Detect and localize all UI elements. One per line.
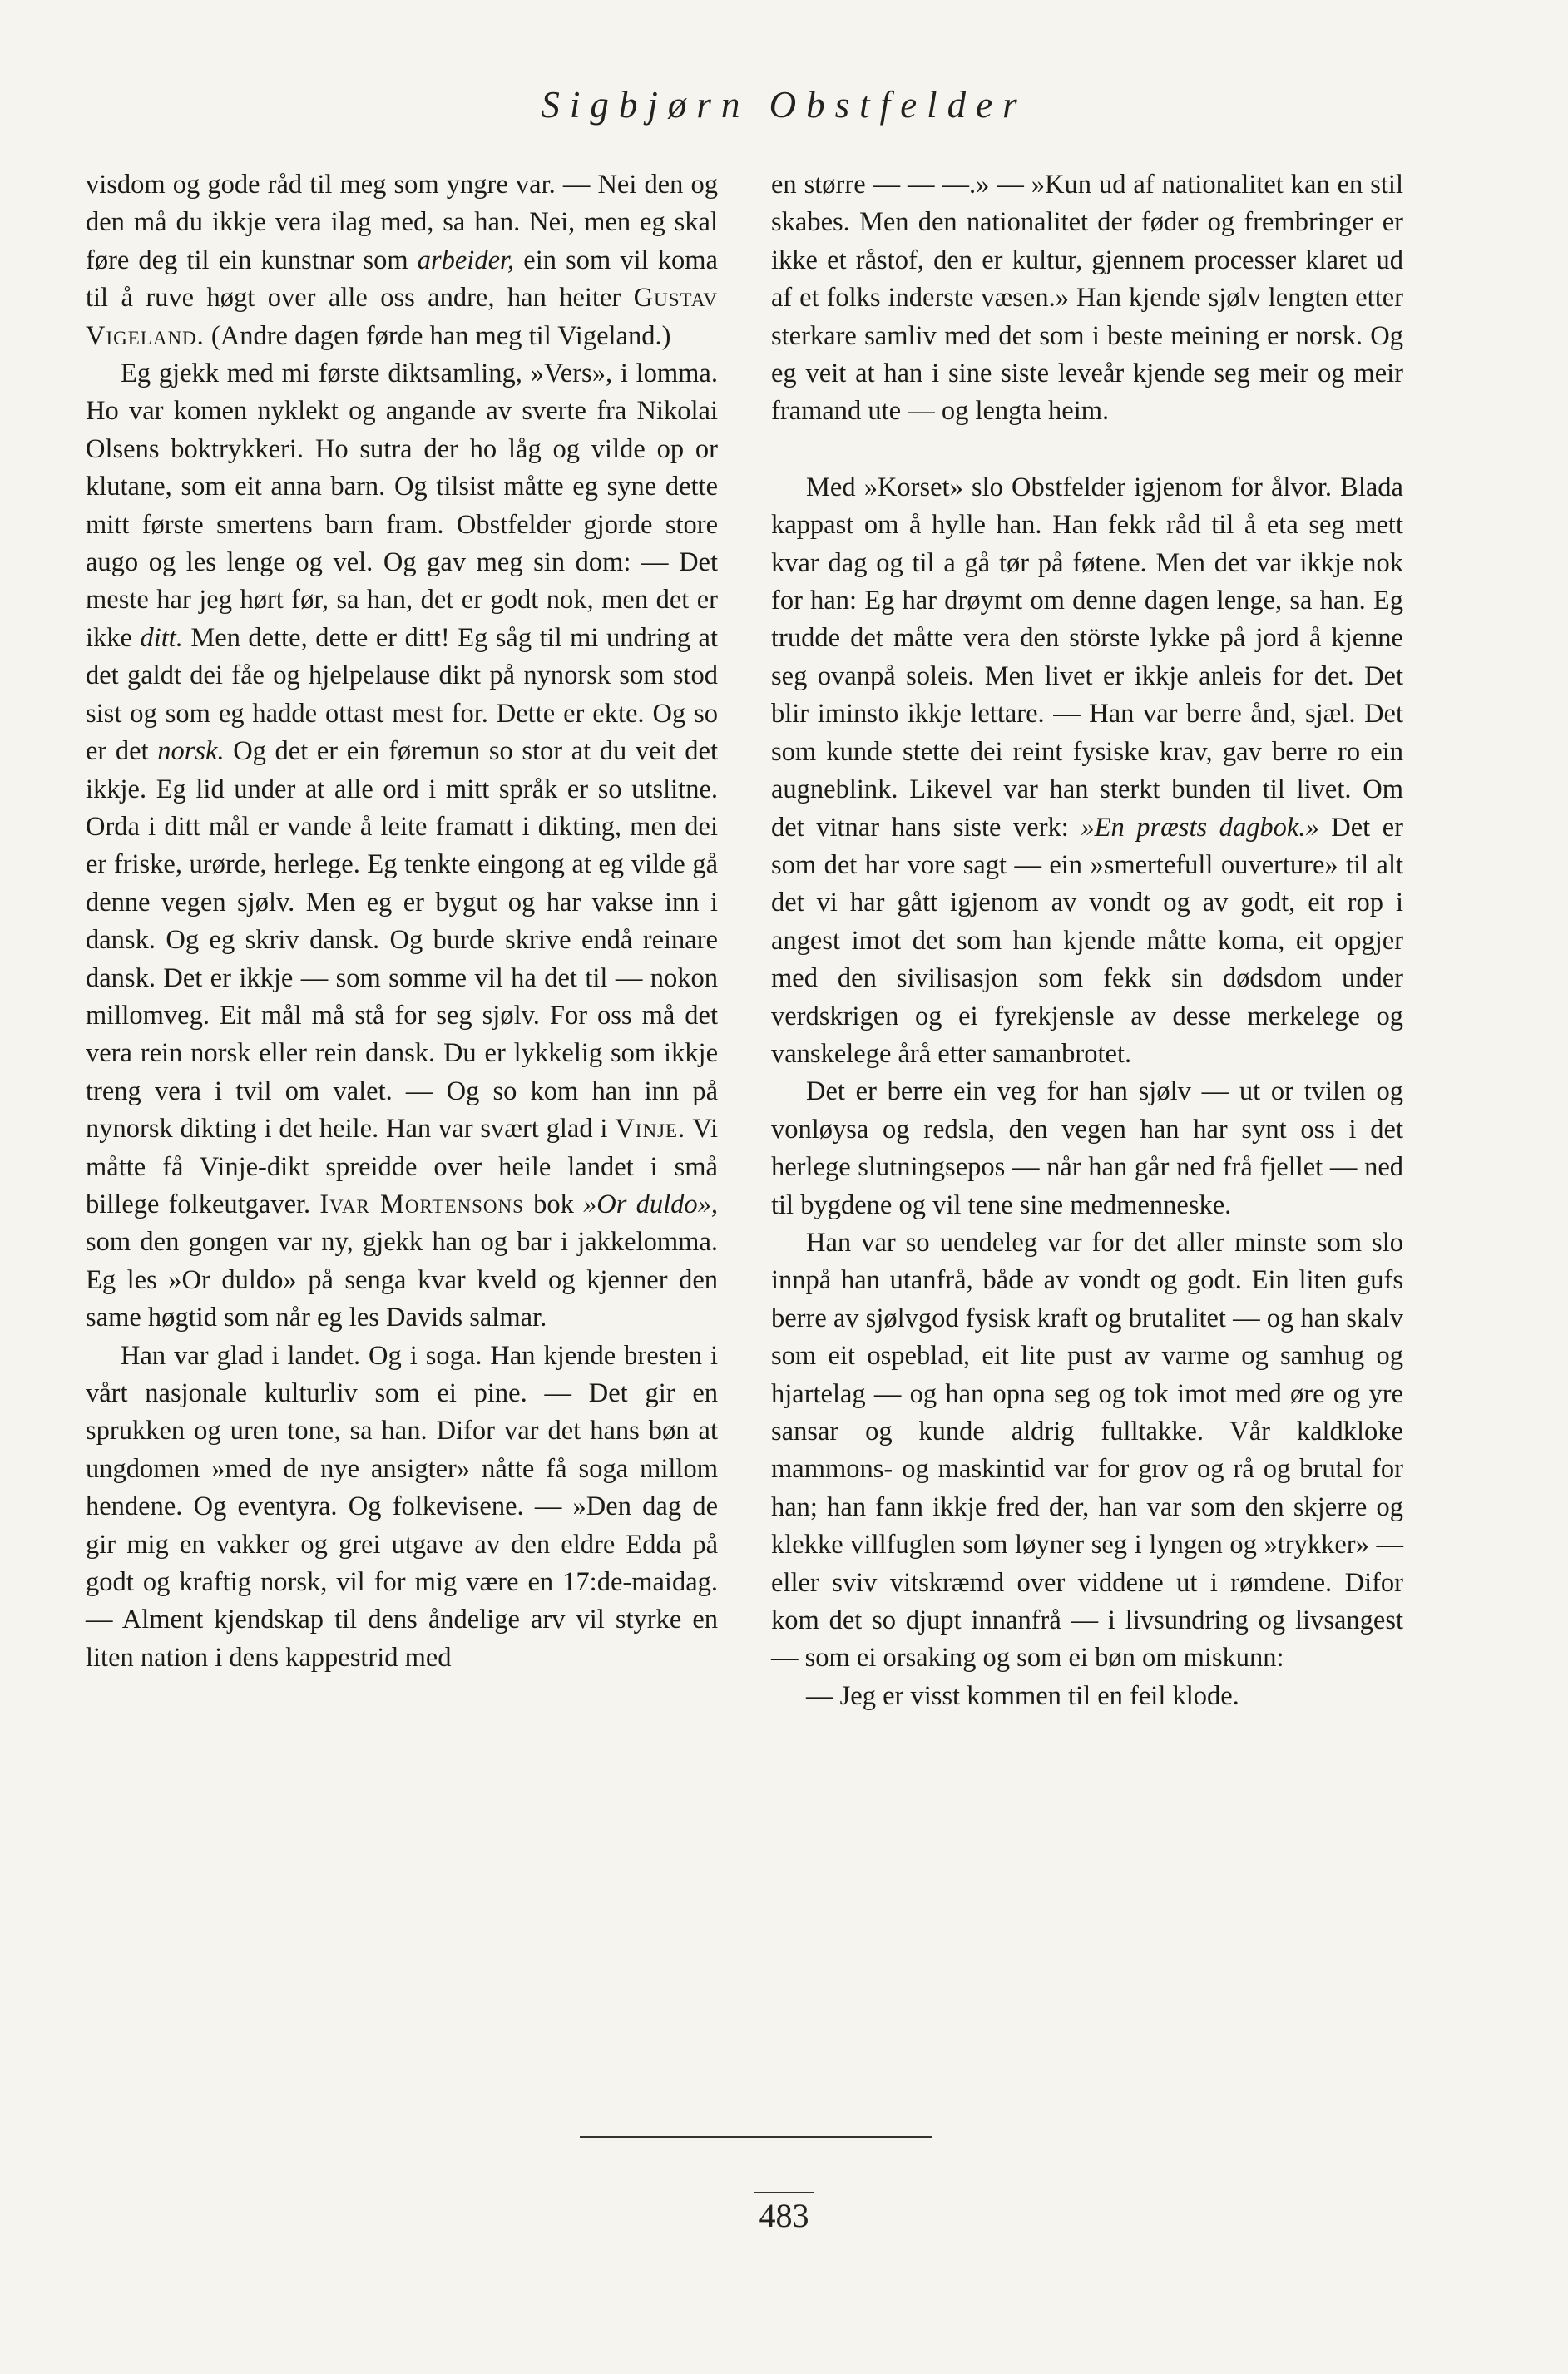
paragraph: Med »Korset» slo Obstfelder igjenom for ålvor. Blada kappast om å hylle han. Han fekk råd til å eta seg mett kvar dag og til a gå tør på føtene. Men det var ikkje nok for han: Eg har drøymt om denne dagen lenge, sa han. Eg trudde det måtte vera den störste lykke på jord å kjenne seg ovanpå soleis. Men livet er ikkje anleis for det. Det blir iminsto ikkje lettare. — Han var berre ånd, sjæl. Det som kunde stette dei reint fysiske krav, gav berre ro ein augneblink. Likevel var han sterkt bunden til livet. Om det vitnar hans siste verk: »En præsts dagbok.» Det er som det har vore sagt — ein »smertefull ouverture» til alt det vi har gått igjenom av vondt og av godt, eit rop i angest imot det som han kjende måtte koma, eit opgjer med den sivilisasjon som fekk sin dødsdom under verdskrigen og ei fyrekjensle av desse merkelege og vanskelege årå etter samanbrotet. bbox=[771, 472, 1403, 1069]
right-column bbox=[771, 166, 1403, 1715]
paragraph: en større — — —.» — »Kun ud af nationalitet kan en stil skabes. Men den nationalitet der føder og frembringer er ikke et råstof, den er kultur, gjennem processer klaret ud af et folks inderste væsen.» Han kjende sjølv lengten etter sterkare samliv med det som i beste meining er norsk. Og eg veit at han i sine siste leveår kjende seg meir og meir framand ute — og lengta heim. bbox=[771, 170, 1403, 427]
name-small-caps: Ivar Mortensons bbox=[319, 1189, 524, 1219]
emphasis: »Or duldo», bbox=[583, 1189, 718, 1219]
paragraph: — Jeg er visst kommen til en feil klode. bbox=[806, 1680, 1239, 1711]
paragraph: Han var glad i landet. Og i soga. Han kjende bresten i vårt nasjonale kulturliv som ei pine. — Det gir en sprukken og uren tone, sa han. Difor var det hans bøn at ungdomen »med de nye ansigter» nåtte få soga millom hendene. Og eventyra. Og folkevisene. — »Den dag de gir mig en vakker og grei utgave av den eldre Edda på godt og kraftig norsk, vil for mig være en 17:de-maidag. — Alment kjendskap til dens åndelige arv vil styrke en liten nation i dens kappestrid med bbox=[86, 1340, 718, 1673]
emphasis: »En præsts dagbok.» bbox=[1081, 812, 1319, 843]
emphasis: arbeider, bbox=[417, 245, 515, 275]
name-small-caps: Gustav Vigeland. bbox=[86, 283, 718, 351]
name-small-caps: Vinje. bbox=[615, 1114, 686, 1145]
paragraph: Han var so uendeleg var for det aller minste som slo innpå han utanfrå, både av vondt og godt. Ein liten gufs berre av sjølvgod fysisk kraft og brutalitet — og han skalv som eit ospeblad, eit lite pust av varme og samhug og hjartelag — og han opna seg og tok imot med øre og yre sansar og kunde aldrig fulltakke. Vår kaldkloke mammons- og maskintid var for grov og rå og brutal for han; han fann ikkje fred der, han var som den skjerre og klekke villfuglen som løyner seg i lyngen og »trykker» — eller sviv vitskræmd over viddene ut i rømdene. Difor kom det so djupt innanfrå — i livsundring og livsangest — som ei orsaking og som ei bøn om miskunn: bbox=[771, 1227, 1403, 1674]
paragraph: Eg gjekk med mi første diktsamling, »Vers», i lomma. Ho var komen nyklekt og angande av sverte fra Nikolai Olsens boktrykkeri. Ho sutra der ho låg og vilde op or klutane, som eit anna barn. Og tilsist måtte eg syne dette mitt første smertens barn fram. Obstfelder gjorde store augo og les lenge og vel. Og gav meg sin dom: — Det meste har jeg hørt før, sa han, det er godt nok, men det er ikke ditt. Men dette, dette er ditt! Eg såg til mi undring at det galdt dei fåe og hjelpelause dikt på nynorsk som stod sist og som eg hadde ottast mest for. Dette er ekte. Og so er det norsk. Og det er ein føremun so stor at du veit det ikkje. Eg lid under at alle ord i mitt språk er so utslitne. Orda i ditt mål er vande å leite framatt i dikting, men dei er friske, urørde, herlege. Eg tenkte eingong at eg vilde gå denne vegen sjølv. Men eg er bygut og har vakse inn i dansk. Og eg skriv dansk. Og burde skrive endå reinare dansk. Det er ikkje — som somme vil ha det til — nokon millomveg. Eit mål må stå for seg sjølv. For oss må det vera rein norsk eller rein dansk. Du er lykkelig som ikkje treng vera i tvil om valet. — Og so kom han inn på nynorsk dikting i det heile. Han var svært glad i Vinje. Vi måtte få Vinje-dikt spreidde over heile landet i små billege folkeutgaver. Ivar Mortensons bok »Or duldo», som den gongen var ny, gjekk han og bar i jakkelomma. Eg les »Or duldo» på senga kvar kveld og kjenner den same høgtid som når eg les Davids salmar. bbox=[86, 359, 718, 1333]
page-number: 483 bbox=[0, 2196, 1568, 2235]
emphasis: norsk. bbox=[157, 736, 225, 767]
paragraph: visdom og gode råd til meg som yngre var. — Nei den og den må du ikkje vera ilag med, sa han. Nei, men eg skal føre deg til ein kunstnar som arbeider, ein som vil koma til å ruve høgt over alle oss andre, han heiter Gustav Vigeland. (Andre dagen førde han meg til Vigeland.) bbox=[86, 170, 718, 351]
footer-rule bbox=[580, 2136, 932, 2138]
emphasis: ditt. bbox=[140, 622, 183, 653]
paragraph: Det er berre ein veg for han sjølv — ut or tvilen og vonløysa og redsla, den vegen han har synt oss i det herlege slutningsepos — når han går ned frå fjellet — ned til bygdene og vil tene sine medmenneske. bbox=[771, 1076, 1403, 1220]
running-title: Sigbjørn Obstfelder bbox=[541, 84, 1027, 126]
left-column bbox=[86, 166, 718, 1677]
